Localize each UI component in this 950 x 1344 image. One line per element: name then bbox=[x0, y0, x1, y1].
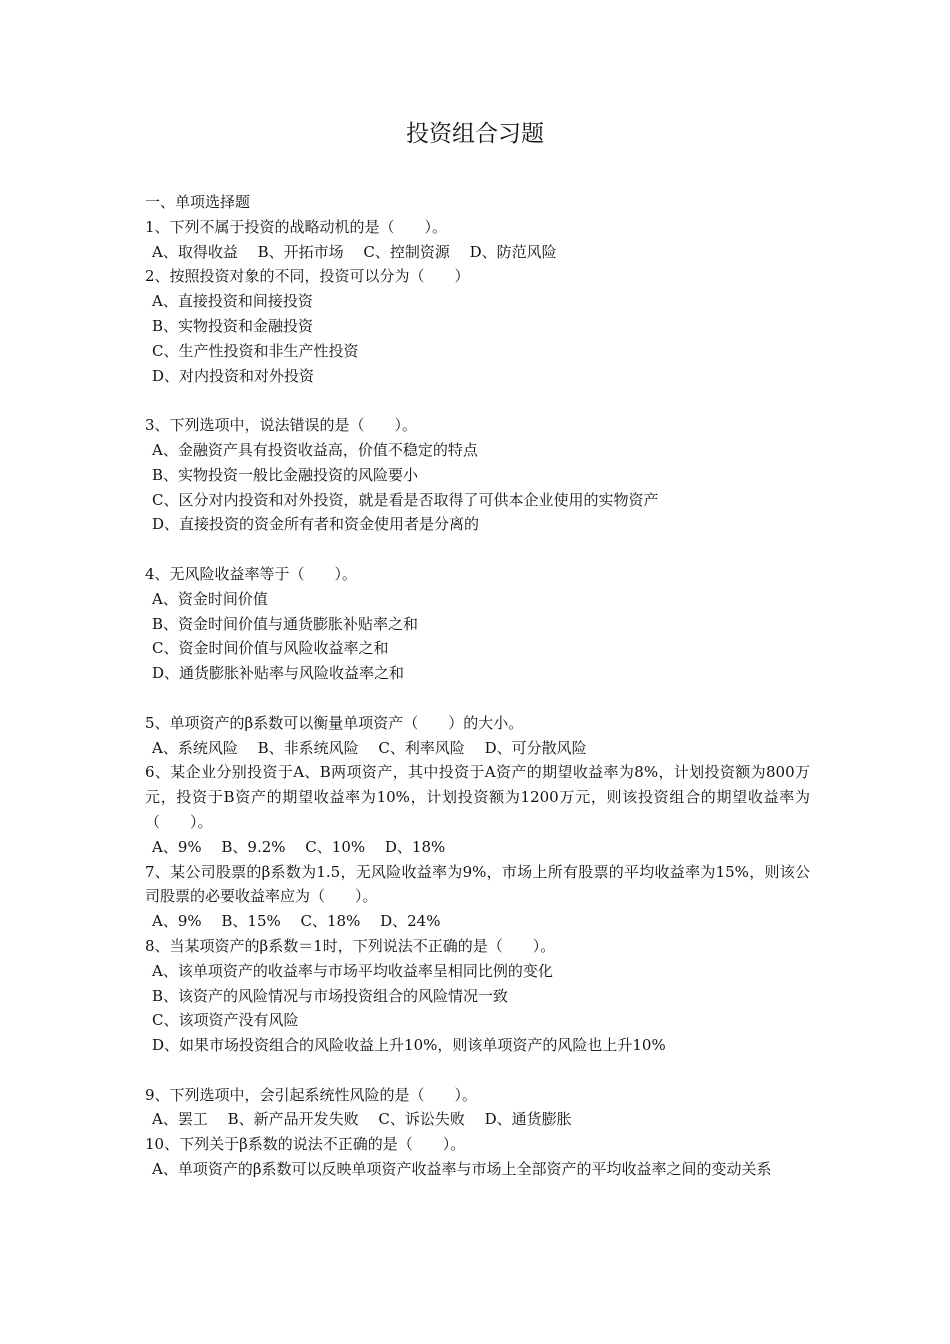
question-5-stem: 5、单项资产的β系数可以衡量单项资产（ ）的大小。 bbox=[145, 713, 524, 732]
question-3-option-d: D、直接投资的资金所有者和资金使用者是分离的 bbox=[152, 515, 480, 534]
question-1-options: A、取得收益 B、开拓市场 C、控制资源 D、防范风险 bbox=[152, 242, 557, 261]
spacer bbox=[145, 388, 810, 413]
question-9-options: A、罢工 B、新产品开发失败 C、诉讼失败 D、通货膨胀 bbox=[152, 1110, 572, 1129]
spacer bbox=[145, 1058, 810, 1083]
question-2-option-b: B、实物投资和金融投资 bbox=[152, 316, 314, 335]
question-7-options: A、9% B、15% C、18% D、24% bbox=[152, 912, 441, 931]
question-4-option-c: C、资金时间价值与风险收益率之和 bbox=[152, 639, 389, 658]
section-heading: 一、单项选择题 bbox=[145, 193, 251, 211]
question-3-option-a: A、金融资产具有投资收益高，价值不稳定的特点 bbox=[152, 440, 478, 459]
spacer bbox=[145, 537, 810, 562]
question-3-option-b: B、实物投资一般比金融投资的风险要小 bbox=[152, 465, 419, 484]
question-10-option-a: A、单项资产的β系数可以反映单项资产收益率与市场上全部资产的平均收益率之间的变动关系 bbox=[152, 1160, 772, 1179]
question-8-option-d: D、如果市场投资组合的风险收益上升10%，则该单项资产的风险也上升10% bbox=[152, 1036, 666, 1055]
question-2-option-c: C、生产性投资和非生产性投资 bbox=[152, 341, 359, 360]
question-8-option-a: A、该单项资产的收益率与市场平均收益率呈相同比例的变化 bbox=[152, 961, 553, 980]
question-9-stem: 9、下列选项中，会引起系统性风险的是（ ）。 bbox=[145, 1085, 478, 1104]
question-2-option-a: A、直接投资和间接投资 bbox=[152, 292, 313, 311]
question-1-stem: 1、下列不属于投资的战略动机的是（ ）。 bbox=[145, 217, 448, 236]
question-3-option-c: C、区分对内投资和对外投资，就是看是否取得了可供本企业使用的实物资产 bbox=[152, 490, 659, 509]
question-4-option-a: A、资金时间价值 bbox=[152, 589, 268, 608]
question-4-stem: 4、无风险收益率等于（ ）。 bbox=[145, 564, 358, 583]
question-7-stem: 7、某公司股票的β系数为1.5，无风险收益率为9%，市场上所有股票的平均收益率为15%，则该公司股票的必要收益率应为（ ）。 bbox=[145, 862, 810, 906]
question-5-options: A、系统风险 B、非系统风险 C、利率风险 D、可分散风险 bbox=[152, 738, 587, 757]
question-8-stem: 8、当某项资产的β系数＝1时，下列说法不正确的是（ ）。 bbox=[145, 936, 556, 955]
spacer bbox=[145, 686, 810, 711]
question-8-option-b: B、该资产的风险情况与市场投资组合的风险情况一致 bbox=[152, 986, 509, 1005]
question-4-option-d: D、通货膨胀补贴率与风险收益率之和 bbox=[152, 664, 405, 683]
question-4-option-b: B、资金时间价值与通货膨胀补贴率之和 bbox=[152, 614, 419, 633]
question-6-stem: 6、某企业分别投资于A、B两项资产，其中投资于A资产的期望收益率为8%，计划投资额为800万元，投资于B资产的期望收益率为10%，计划投资额为1200万元，则该投资组合的期望收益率为（ ）。 bbox=[145, 763, 810, 831]
page-title: 投资组合习题 bbox=[406, 121, 544, 147]
question-2-option-d: D、对内投资和对外投资 bbox=[152, 366, 315, 385]
question-list bbox=[145, 190, 810, 1182]
question-10-stem: 10、下列关于β系数的说法不正确的是（ ）。 bbox=[145, 1135, 466, 1154]
question-2-stem: 2、按照投资对象的不同，投资可以分为（ ） bbox=[145, 267, 470, 286]
question-6-options: A、9% B、9.2% C、10% D、18% bbox=[152, 837, 446, 856]
question-3-stem: 3、下列选项中，说法错误的是（ ）。 bbox=[145, 416, 418, 435]
question-8-option-c: C、该项资产没有风险 bbox=[152, 1011, 299, 1030]
